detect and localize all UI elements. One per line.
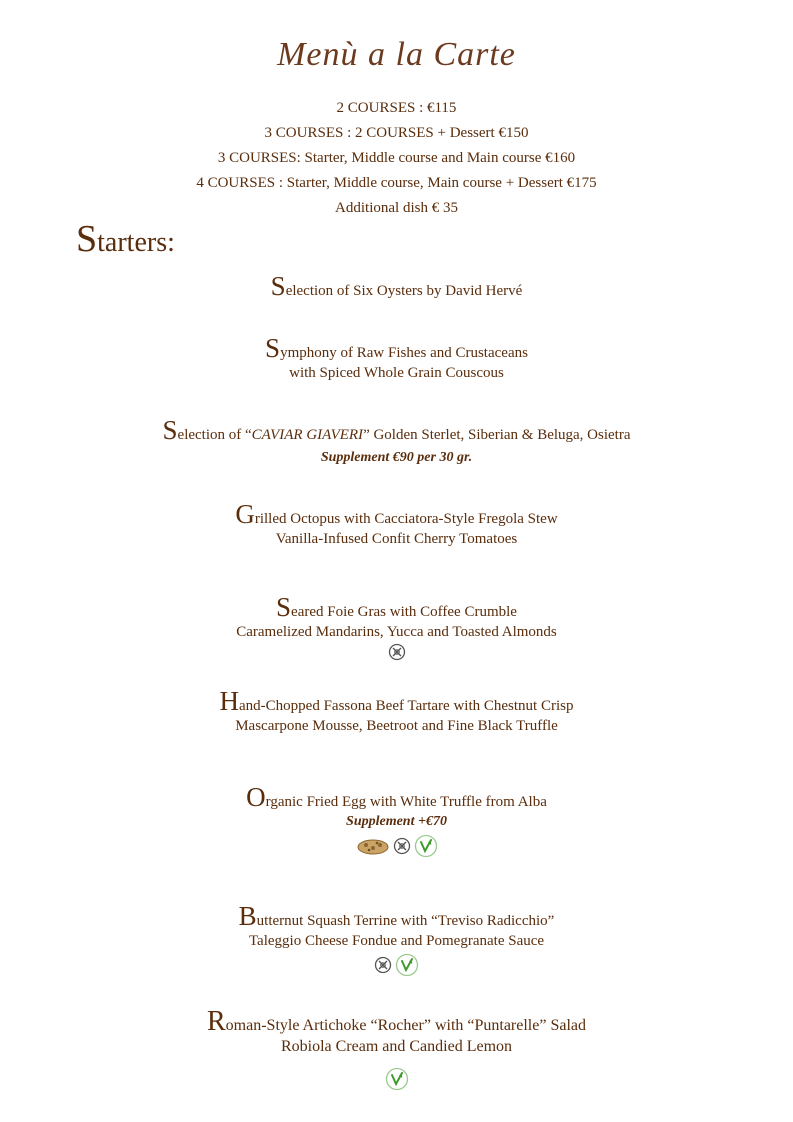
- dish-initial: B: [238, 901, 257, 931]
- menu-item: [0, 1006, 793, 1091]
- page-title: Menù a la Carte: [277, 36, 516, 73]
- dish-initial: G: [235, 499, 255, 529]
- truffle-icon: [356, 836, 390, 856]
- dish-name: rilled Octopus with Cacciatora-Style Fregola Stew: [254, 511, 558, 527]
- dish-name: eared Foie Gras with Coffee Crumble: [291, 604, 517, 620]
- menu-item: [0, 271, 793, 301]
- pricing-list: [0, 96, 793, 221]
- dish-name: utternut Squash Terrine with “Treviso Radicchio”: [256, 913, 555, 929]
- vegetarian-icon: [414, 834, 438, 858]
- pricing-line: 2 COURSES : €115: [336, 100, 457, 116]
- dietary-icons: [0, 953, 793, 977]
- pricing-line: 3 COURSES: Starter, Middle course and Main course €160: [217, 150, 576, 166]
- dish-description: Caramelized Mandarins, Yucca and Toasted Almonds: [236, 624, 557, 640]
- dish-supplement: Supplement €90 per 30 gr.: [320, 450, 473, 465]
- dish-description: with Spiced Whole Grain Couscous: [289, 365, 504, 381]
- dish-description: Vanilla-Infused Confit Cherry Tomatoes: [275, 531, 518, 547]
- dish-description: Mascarpone Mousse, Beetroot and Fine Black Truffle: [235, 718, 558, 734]
- pricing-line: Additional dish € 35: [335, 200, 458, 216]
- dish-initial: O: [246, 782, 266, 812]
- dish-name-part: election of “: [177, 427, 252, 443]
- vegetarian-icon: [385, 1067, 409, 1091]
- dish-description: Taleggio Cheese Fondue and Pomegranate Sauce: [248, 933, 545, 949]
- menu-item: [0, 686, 793, 736]
- dish-name: ymphony of Raw Fishes and Crustaceans: [280, 345, 528, 361]
- dish-description: Robiola Cream and Candied Lemon: [280, 1038, 513, 1055]
- section-initial: S: [76, 218, 98, 260]
- menu-item: [0, 901, 793, 977]
- menu-item: [0, 782, 793, 858]
- dish-name: oman-Style Artichoke “Rocher” with “Puntarelle” Salad: [225, 1017, 586, 1034]
- dish-initial: S: [270, 271, 286, 301]
- gluten-free-icon: [374, 956, 392, 974]
- gluten-free-icon: [393, 837, 411, 855]
- dietary-icons: [0, 640, 793, 664]
- section-title: tarters:: [97, 227, 175, 258]
- dish-initial: S: [162, 415, 178, 445]
- dish-name: and-Chopped Fassona Beef Tartare with Chestnut Crisp: [239, 698, 574, 714]
- pricing-line: 4 COURSES : Starter, Middle course, Main course + Dessert €175: [196, 175, 597, 191]
- menu-item: [0, 415, 793, 468]
- section-heading-starters: [76, 217, 175, 261]
- menu-item: [0, 592, 793, 664]
- dish-name-part: ” Golden Sterlet, Siberian & Beluga, Osietra: [363, 427, 631, 443]
- dietary-icons: [0, 834, 793, 858]
- dietary-icons: [0, 1067, 793, 1091]
- vegetarian-icon: [395, 953, 419, 977]
- dish-initial: R: [206, 1006, 226, 1037]
- dish-name-brand: CAVIAR GIAVERI: [251, 427, 364, 443]
- menu-item: [0, 499, 793, 549]
- dish-initial: H: [219, 686, 240, 716]
- dish-initial: S: [276, 592, 292, 622]
- dish-name: election of Six Oysters by David Hervé: [285, 283, 523, 299]
- menu-item: [0, 333, 793, 383]
- dish-initial: S: [265, 333, 281, 363]
- dish-name: rganic Fried Egg with White Truffle from Alba: [265, 794, 547, 810]
- dish-supplement: Supplement +€70: [346, 814, 447, 829]
- gluten-free-icon: [388, 643, 406, 661]
- pricing-line: 3 COURSES : 2 COURSES + Dessert €150: [264, 125, 529, 141]
